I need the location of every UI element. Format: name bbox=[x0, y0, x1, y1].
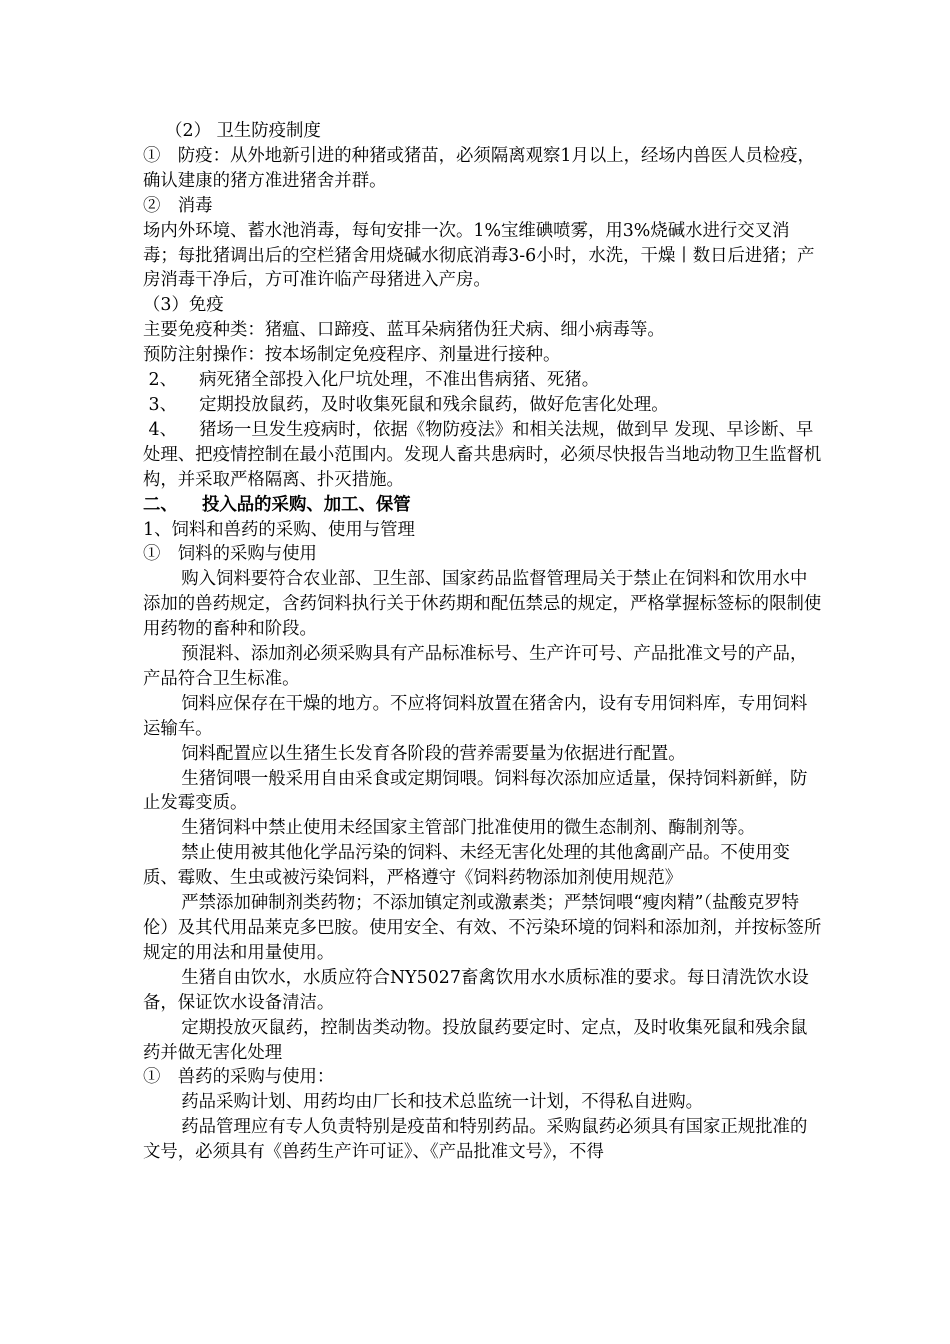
subheading-feed-and-drugs: 1、饲料和兽药的采购、使用与管理 bbox=[143, 519, 415, 540]
paragraph-drinking-water: 生猪自由饮水，水质应符合NY5027畜禽饮用水水质标准的要求。每日清洗饮水设备，保证饮水设备清洁。 bbox=[143, 967, 809, 1013]
paragraph-feeding-method: 生猪饲喂一般采用自由采食或定期饲喂。饲料每次添加应适量，保持饲料新鲜，防止发霉变质。 bbox=[143, 768, 808, 814]
paragraph-feed-storage: 饲料应保存在干燥的地方。不应将饲料放置在猪舍内，设有专用饲料库，专用饲料运输车。 bbox=[143, 693, 808, 739]
paragraph-banned-drugs: 严禁添加砷制剂类药物；不添加镇定剂或激素类；严禁饲喂“瘦肉精”（盐酸克罗特伦）及其代用品莱克多巴胺。使用安全、有效、不污染环境的饲料和添加剂，并按标签所规定的用法和用量使用。 bbox=[143, 893, 822, 963]
paragraph-drug-planning: 药品采购计划、用药均由厂长和技术总监统一计划，不得私自进购。 bbox=[181, 1092, 703, 1113]
paragraph-disinfection: 场内外环境、蓄水池消毒，每旬安排一次。1%宝维碘喷雾，用3%烧碱水进行交叉消毒；每批猪调出后的空栏猪舍用烧碱水彻底消毒3-6小时，水洗，干燥丨数日后进猪；产房消毒干净后，方可准许临产母猪进入产房。 bbox=[143, 220, 815, 291]
paragraph-immunization-types: 主要免疫种类：猪瘟、口蹄疫、蓝耳朵病猪伪狂犬病、细小病毒等。 bbox=[143, 320, 665, 341]
list-item-outbreak: 4、 猪场一旦发生疫病时，依据《物防疫法》和相关法规，做到早 发现、早诊断、早处理、把疫情控制在最小范围内。发现人畜共患病时，必须尽快报告当地动物卫生监督机构，并采取严格隔离、扑灭措施。 bbox=[143, 419, 822, 490]
subheading-feed-purchase: ① 饲料的采购与使用 bbox=[143, 544, 317, 565]
section-title-hygiene: （2） 卫生防疫制度 bbox=[143, 121, 321, 141]
list-item-dead-pigs: 2、 病死猪全部投入化尸坑处理，不准出售病猪、死猪。 bbox=[143, 370, 600, 391]
subheading-disinfection: ② 消毒 bbox=[143, 195, 213, 216]
paragraph-feed-regulations: 购入饲料要符合农业部、卫生部、国家药品监督管理局关于禁止在饲料和饮用水中添加的兽药规定，含药饲料执行关于休药期和配伍禁忌的规定，严格掌握标签标的限制使用药物的畜种和阶段。 bbox=[143, 569, 822, 640]
paragraph-prohibited-additives: 生猪饲料中禁止使用未经国家主管部门批准使用的微生态制剂、酶制剂等。 bbox=[181, 818, 756, 839]
paragraph-premix: 预混料、添加剂必须采购具有产品标准标号、生产许可号、产品批准文号的产品，产品符合卫生标准。 bbox=[143, 644, 808, 689]
paragraph-quarantine: ① 防疫：从外地新引进的种猪或猪苗，必须隔离观察1月以上，经场内兽医人员检疫，确认建康的猪方准进猪舍并群。 bbox=[143, 145, 815, 191]
section-title-immunization: （3）免疫 bbox=[143, 295, 224, 316]
list-item-rodenticide: 3、 定期投放鼠药，及时收集死鼠和残余鼠药，做好危害化处理。 bbox=[143, 394, 669, 415]
paragraph-feed-formulation: 饲料配置应以生猪生长发育各阶段的营养需要量为依据进行配置。 bbox=[181, 743, 686, 764]
subheading-vet-drugs: ① 兽药的采购与使用： bbox=[143, 1067, 335, 1088]
document-body bbox=[143, 119, 823, 1165]
paragraph-contaminated-feed: 禁止使用被其他化学品污染的饲料、未经无害化处理的其他禽副产品。不使用变质、霉败、生虫或被污染饲料，严格遵守《饲料药物添加剂使用规范》 bbox=[143, 843, 790, 889]
paragraph-vaccination-procedure: 预防注射操作：按本场制定免疫程序、剂量进行接种。 bbox=[143, 345, 561, 366]
paragraph-rodent-control: 定期投放灭鼠药，控制齿类动物。投放鼠药要定时、定点，及时收集死鼠和残余鼠药并做无害化处理 bbox=[143, 1017, 808, 1063]
paragraph-drug-management: 药品管理应有专人负责特别是疫苗和特别药品。采购鼠药必须具有国家正规批准的文号，必须具有《兽药生产许可证》、《产品批准文号》，不得 bbox=[143, 1117, 808, 1163]
section-heading-inputs: 二、 投入品的采购、加工、保管 bbox=[143, 494, 411, 515]
